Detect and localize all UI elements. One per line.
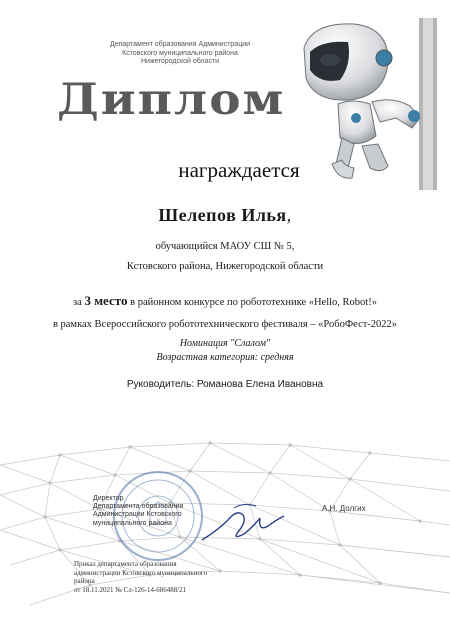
order-block [74,560,207,594]
department-line: Нижегородской области [140,58,220,65]
director-block [93,495,183,528]
award-line [0,293,450,309]
department-header [95,41,265,67]
director-line: Директор [93,495,124,502]
department-line: Кстовского муниципального района [122,49,238,57]
order-line: от 18.11.2021 № Сл-126-14-686488/21 [74,585,187,594]
age-category: Возрастная категория: средняя [156,352,294,363]
signature [198,500,288,550]
director-line: Администрации Кстовского [93,511,182,519]
awarded-text [0,158,450,183]
awarded-label: награждается [178,158,300,182]
award-post: в районном конкурсе по робототехнике «Hello, Robot!» [130,297,377,308]
director-line: Департамента образования [93,503,184,511]
award-place: 3 место [84,293,128,308]
order-line: администрации Кстовского муниципального [74,568,208,577]
director-name: А.Н. Долгих [322,504,366,513]
order-line: района [74,577,95,585]
department-line: Департамент образования Администрации [109,41,251,48]
recipient-label: Шелепов Илья [158,205,287,225]
order-line: Приказ департамента образования [74,560,177,568]
nomination: Номинация "Слалом" [179,338,271,349]
director-line: муниципального района [93,519,172,527]
award-pre: за [73,297,82,308]
diploma-title: Диплом [57,74,286,125]
recipient-comma: , [286,205,292,225]
festival-line: в рамках Всероссийского робототехнического фестиваля – «РобоФест-2022» [52,319,398,330]
student-line-2: Кстовского района, Нижегородской области [126,261,324,272]
leader-line: Руководитель: Романова Елена Ивановна [126,379,324,390]
student-line-1: обучающийся МАОУ СШ № 5, [155,241,295,252]
recipient-name [0,205,450,226]
